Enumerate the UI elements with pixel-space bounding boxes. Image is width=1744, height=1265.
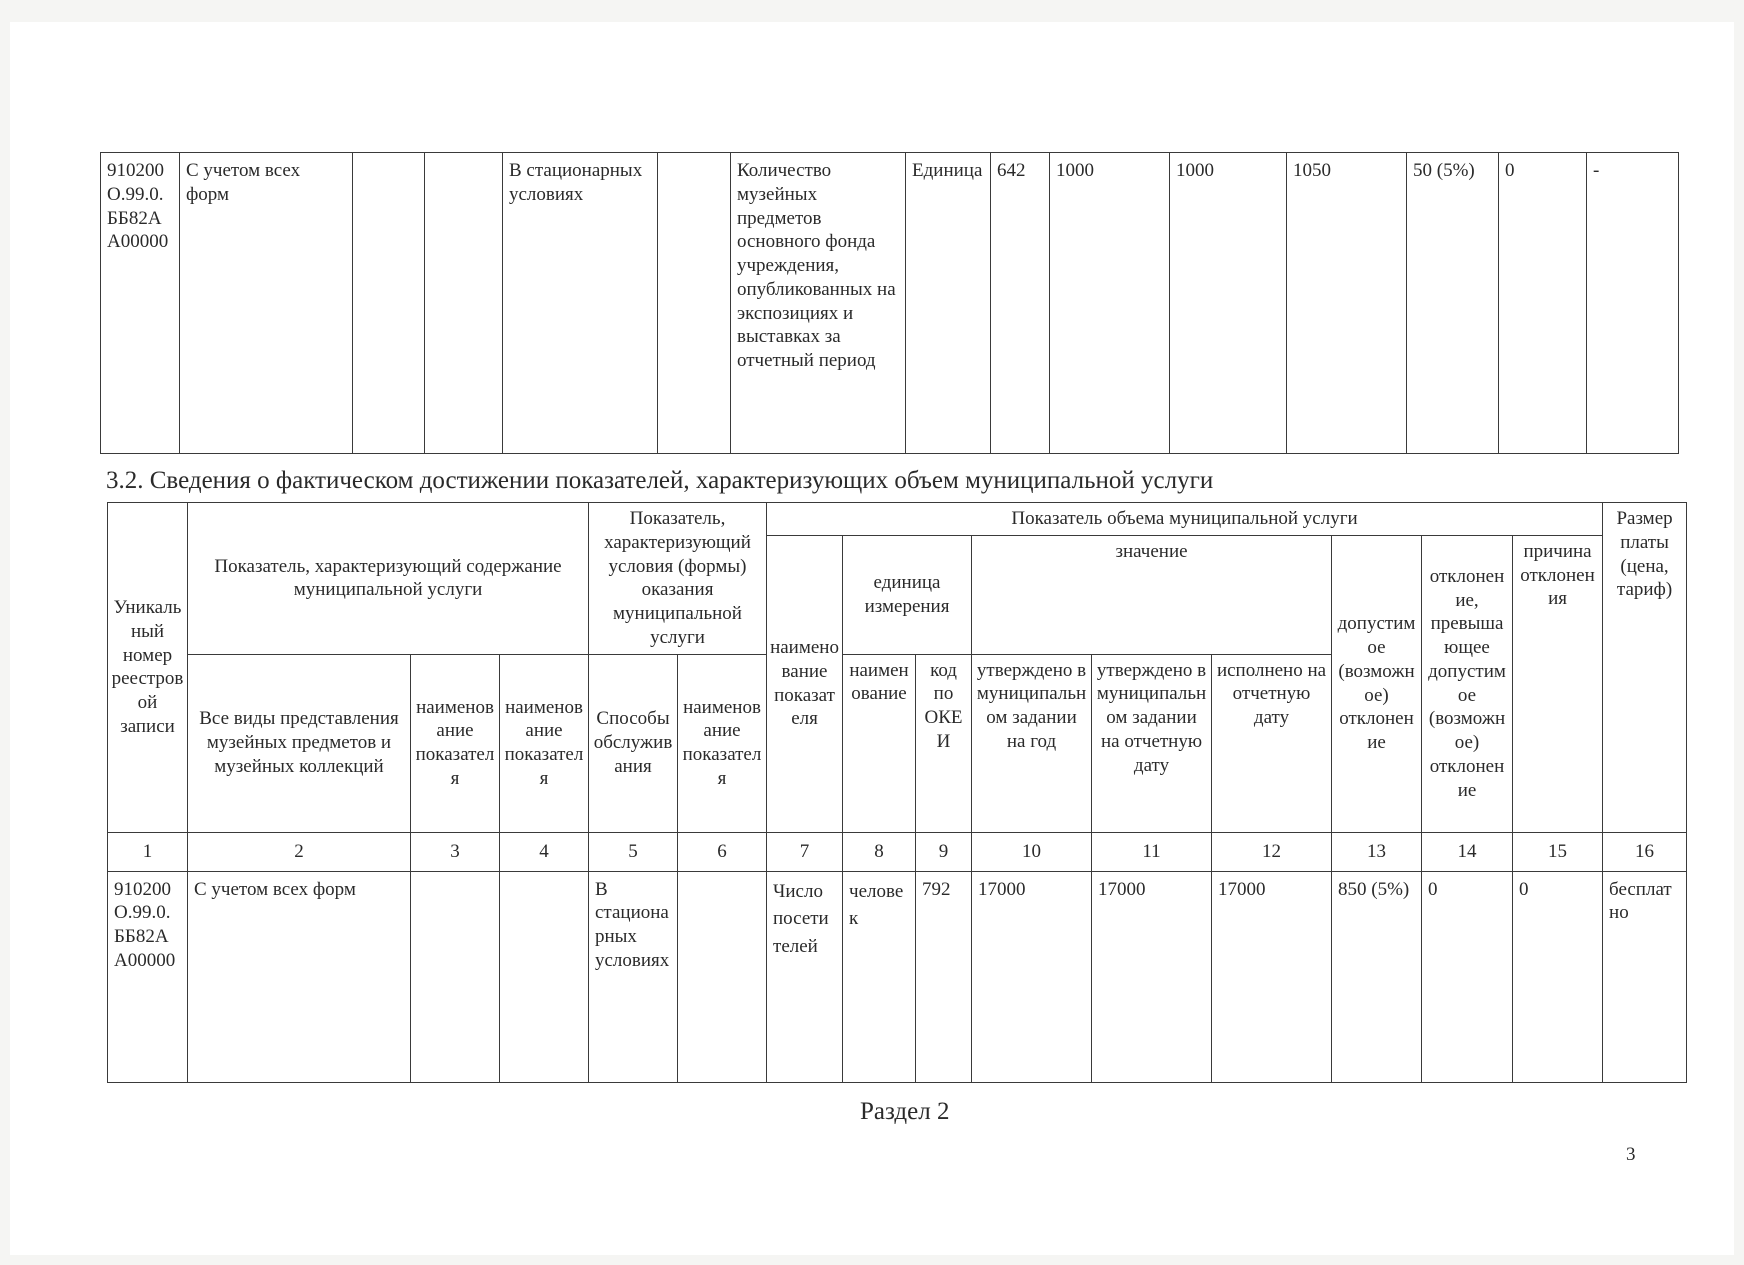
indicator-name-cell: Количество музейных предметов основного фонда учреждения, опубликованных на экспозициях и выставках за отчетный период — [731, 153, 906, 454]
content-indicator-cell: С учетом всех форм — [180, 153, 353, 454]
registry-number-cell: 910200О.99.0.ББ82АА00000 — [108, 871, 188, 1082]
column-number: 6 — [678, 832, 767, 871]
all-types-cell: С учетом всех форм — [188, 871, 411, 1082]
approved-report-date-cell: 17000 — [1092, 871, 1212, 1082]
registry-number-header: Уникальный номер реестровой записи — [108, 503, 188, 833]
column-number: 15 — [1513, 832, 1603, 871]
service-method-cell: В стационарных условиях — [589, 871, 678, 1082]
column-number: 16 — [1603, 832, 1687, 871]
column-number: 11 — [1092, 832, 1212, 871]
indicator-name-cell: Число посетителей — [767, 871, 843, 1082]
empty-cell — [658, 153, 731, 454]
excess-deviation-header: отклонение, превышающее допустимое (возможное) отклонение — [1422, 535, 1513, 832]
all-types-header: Все виды представления музейных предметов и музейных коллекций — [188, 654, 411, 832]
executed-cell: 1050 — [1287, 153, 1407, 454]
volume-indicators-table — [107, 502, 1687, 1083]
allowed-deviation-cell: 50 (5%) — [1407, 153, 1499, 454]
executed-cell: 17000 — [1212, 871, 1332, 1082]
unit-name-cell: Единица — [906, 153, 991, 454]
column-number: 7 — [767, 832, 843, 871]
value-group-header: значение — [972, 535, 1332, 654]
page-number: 3 — [1626, 1144, 1636, 1165]
empty-cell — [678, 871, 767, 1082]
payment-cell: бесплатно — [1603, 871, 1687, 1082]
allowed-deviation-cell: 850 (5%) — [1332, 871, 1422, 1082]
deviation-reason-cell: - — [1587, 153, 1679, 454]
column-number: 10 — [972, 832, 1092, 871]
column-number: 3 — [411, 832, 500, 871]
table-row — [101, 153, 1679, 454]
table-row — [108, 871, 1687, 1082]
unit-group-header: единица измерения — [843, 535, 972, 654]
okei-code-cell: 642 — [991, 153, 1050, 454]
empty-cell — [353, 153, 425, 454]
column-number: 5 — [589, 832, 678, 871]
header-row — [108, 503, 1687, 536]
condition-indicator-header: Показатель, характеризующий условия (формы) оказания муниципальной услуги — [589, 503, 767, 655]
indicator-name-header: наименование показателя — [500, 654, 589, 832]
column-number: 2 — [188, 832, 411, 871]
volume-indicator-header: Показатель объема муниципальной услуги — [767, 503, 1603, 536]
section-heading: 3.2. Сведения о фактическом достижении показателей, характеризующих объем муниципальной услуги — [106, 467, 1214, 494]
column-number: 9 — [916, 832, 972, 871]
indicator-name-header: наименование показателя — [411, 654, 500, 832]
approved-report-date-header: утверждено в муниципальном задании на отчетную дату — [1092, 654, 1212, 832]
column-number: 12 — [1212, 832, 1332, 871]
section-title: Раздел 2 — [860, 1098, 950, 1125]
deviation-reason-cell: 0 — [1513, 871, 1603, 1082]
column-number: 8 — [843, 832, 916, 871]
condition-cell: В стационарных условиях — [503, 153, 658, 454]
approved-year-header: утверждено в муниципальном задании на год — [972, 654, 1092, 832]
allowed-deviation-header: допустимое (возможное) отклонение — [1332, 535, 1422, 832]
excess-deviation-cell: 0 — [1499, 153, 1587, 454]
unit-name-cell: человек — [843, 871, 916, 1082]
payment-header: Размер платы (цена, тариф) — [1603, 503, 1687, 833]
column-number: 4 — [500, 832, 589, 871]
empty-cell — [500, 871, 589, 1082]
approved-report-date-cell: 1000 — [1170, 153, 1287, 454]
column-number: 1 — [108, 832, 188, 871]
okei-code-header: код по ОКЕИ — [916, 654, 972, 832]
empty-cell — [411, 871, 500, 1082]
empty-cell — [425, 153, 503, 454]
column-number: 14 — [1422, 832, 1513, 871]
column-numbers-row — [108, 832, 1687, 871]
approved-year-cell: 17000 — [972, 871, 1092, 1082]
excess-deviation-cell: 0 — [1422, 871, 1513, 1082]
deviation-reason-header: причина отклонения — [1513, 535, 1603, 832]
registry-number-cell: 910200О.99.0.ББ82АА00000 — [101, 153, 180, 454]
indicator-name-header: наименование показателя — [678, 654, 767, 832]
executed-header: исполнено на отчетную дату — [1212, 654, 1332, 832]
unit-name-header: наименование — [843, 654, 916, 832]
service-method-header: Способы обслуживания — [589, 654, 678, 832]
content-indicator-header: Показатель, характеризующий содержание муниципальной услуги — [188, 503, 589, 655]
okei-code-cell: 792 — [916, 871, 972, 1082]
column-number: 13 — [1332, 832, 1422, 871]
top-table — [100, 152, 1679, 454]
approved-year-cell: 1000 — [1050, 153, 1170, 454]
indicator-name-header: наименование показателя — [767, 535, 843, 832]
